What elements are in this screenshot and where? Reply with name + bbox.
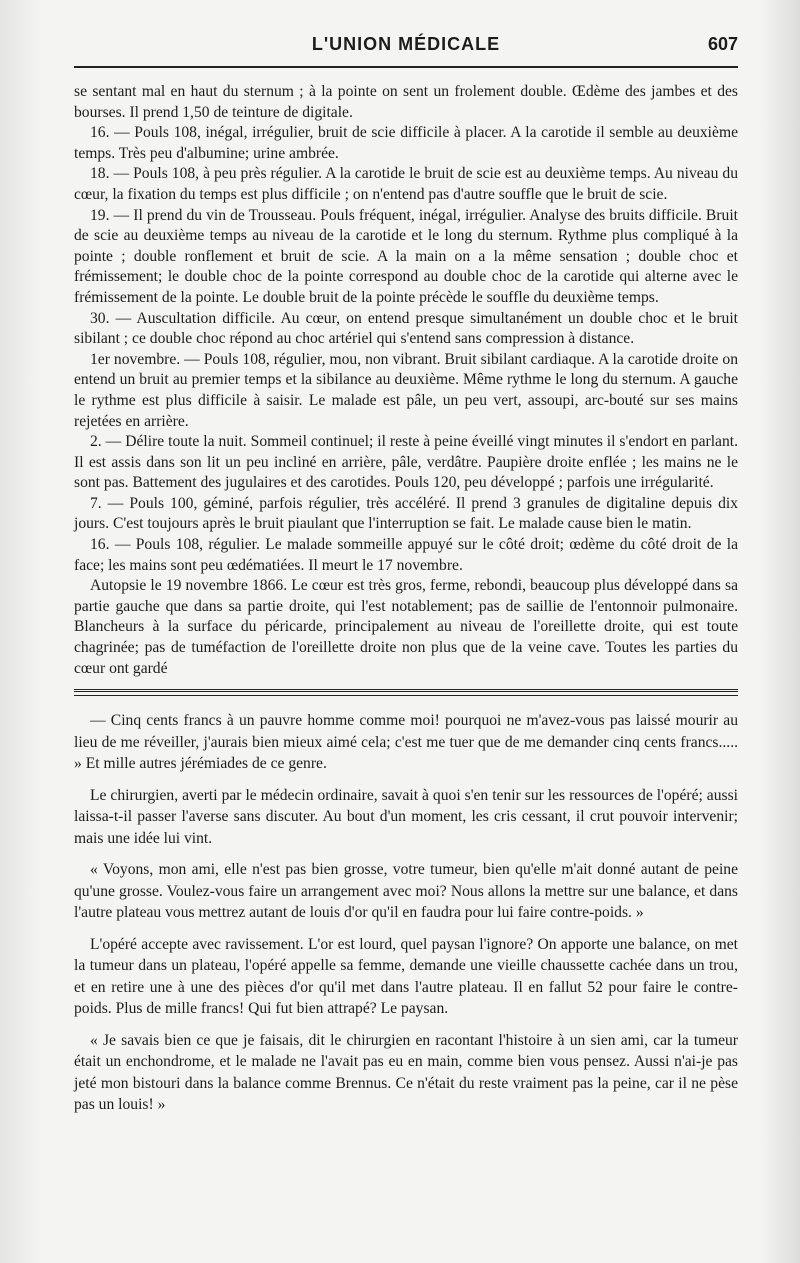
paragraph: 7. — Pouls 100, géminé, parfois régulier, très accéléré. Il prend 3 granules de digitaline depuis dix jours. C'est toujours après le bruit piaulant que l'interruption se fait. Le malade cause bien le matin. bbox=[74, 494, 738, 533]
paragraph: Le chirurgien, averti par le médecin ordinaire, savait à quoi s'en tenir sur les ressources de l'opéré; aussi laissa-t-il passer l'averse sans discuter. Au bout d'un moment, les cris cessant, il crut pouvoir intervenir; mais une idée lui vint. bbox=[74, 786, 738, 847]
case-notes bbox=[74, 82, 738, 679]
feuilleton bbox=[74, 710, 738, 1116]
header-rule bbox=[74, 66, 738, 68]
paragraph: 18. — Pouls 108, à peu près régulier. A la carotide le bruit de scie est au deuxième temps. Au niveau du cœur, la fixation du temps est plus difficile ; on n'entend pas d'autre souffle que le bruit de scie. bbox=[74, 165, 738, 203]
paragraph: 2. — Délire toute la nuit. Sommeil continuel; il reste à peine éveillé vingt minutes il s'endort en parlant. Il est assis dans son lit un peu incliné en arrière, pâle, verdâtre. Paupière droite enflée ; les mains ne le sont pas. Battement des jugulaires et des carotides. Pouls 120, peu développé ; parfois une irrégularité. bbox=[74, 433, 738, 492]
paragraph: Autopsie le 19 novembre 1866. Le cœur est très gros, ferme, rebondi, beaucoup plus développé dans sa partie gauche que dans sa partie droite, qui l'est notablement; pas de saillie de l'entonnoir pulmonaire. Blancheurs à la surface du péricarde, principalement au niveau de l'oreillette droite, qui est toute chagrinée; pas de tuméfaction de l'oreillette droite non plus que de la veine cave. Toutes les parties du cœur ont gardé bbox=[74, 577, 738, 677]
page-number: 607 bbox=[707, 34, 738, 54]
paragraph: 19. — Il prend du vin de Trousseau. Pouls fréquent, inégal, irrégulier. Analyse des bruits difficile. Bruit de scie au deuxième temps au niveau de la carotide et le long du sternum. Rythme plus compliqué à la pointe ; double ronflement et bruit de scie. A la main on a la même sensation ; double choc et frémissement; le double choc de la pointe correspond au double choc de la carotide qui alterne avec le frémissement de la pointe. Le double bruit de la pointe précède le souffle du deuxième temps. bbox=[74, 206, 738, 306]
paragraph: 1er novembre. — Pouls 108, régulier, mou, non vibrant. Bruit sibilant cardiaque. A la carotide droite on entend un bruit au premier temps et la sibilance au deuxième. Même rythme le long du sternum. A gauche le rythme est plus difficile à saisir. Le malade est pâle, un peu vert, assoupi, arc-bouté sur ses mains rejetées en arrière. bbox=[74, 350, 738, 430]
paragraph: — Cinq cents francs à un pauvre homme comme moi! pourquoi ne m'avez-vous pas laissé mourir au lieu de me réveiller, j'aurais bien mieux aimé cela; c'est me tuer que de me demander cinq cents francs..... » Et mille autres jérémiades de ce genre. bbox=[74, 712, 738, 773]
paragraph: 16. — Pouls 108, inégal, irrégulier, bruit de scie difficile à placer. A la carotide il semble au deuxième temps. Très peu d'albumine; urine ambrée. bbox=[74, 124, 738, 162]
paragraph: 16. — Pouls 108, régulier. Le malade sommeille appuyé sur le côté droit; œdème du côté droit de la face; les mains sont peu œdématiées. Il meurt le 17 novembre. bbox=[74, 536, 738, 574]
feuilleton-rule bbox=[74, 689, 738, 696]
page-header bbox=[74, 34, 738, 66]
paragraph: « Je savais bien ce que je faisais, dit le chirurgien en racontant l'histoire à un sien ami, car la tumeur était un enchondrome, et le malade ne l'avait pas eu en main, comme bien vous pensez. Aussi n'ai-je pas jeté mon bistouri dans la balance comme Brennus. Ce n'était du reste vraiment pas la peine, car il ne pèse pas un louis! » bbox=[74, 1031, 738, 1114]
paragraph: « Voyons, mon ami, elle n'est pas bien grosse, votre tumeur, bien qu'elle m'ait donné autant de peine qu'une grosse. Voulez-vous faire un arrangement avec moi? Nous allons la mettre sur une balance, et dans l'autre plateau vous mettrez autant de louis d'or qu'il en faudra pour lui faire contre-poids. » bbox=[74, 861, 738, 922]
paragraph: 30. — Auscultation difficile. Au cœur, on entend presque simultanément un double choc et le bruit sibilant ; ce double choc répond au choc artériel qui s'entend sans compression à distance. bbox=[74, 309, 738, 348]
running-title: L'UNION MÉDICALE bbox=[311, 34, 501, 54]
paragraph: L'opéré accepte avec ravissement. L'or est lourd, quel paysan l'ignore? On apporte une balance, on met la tumeur dans un plateau, l'opéré appelle sa femme, demande une vieille chaussette cachée dans un trou, et en retire une à une des pièces d'or qu'il met dans l'autre plateau. Il en fallut 52 pour faire le contre-poids. Plus de mille francs! Qui fut bien attrapé? Le paysan. bbox=[74, 935, 738, 1018]
paragraph: se sentant mal en haut du sternum ; à la pointe on sent un frolement double. Œdème des jambes et des bourses. Il prend 1,50 de teinture de digitale. bbox=[74, 83, 738, 121]
